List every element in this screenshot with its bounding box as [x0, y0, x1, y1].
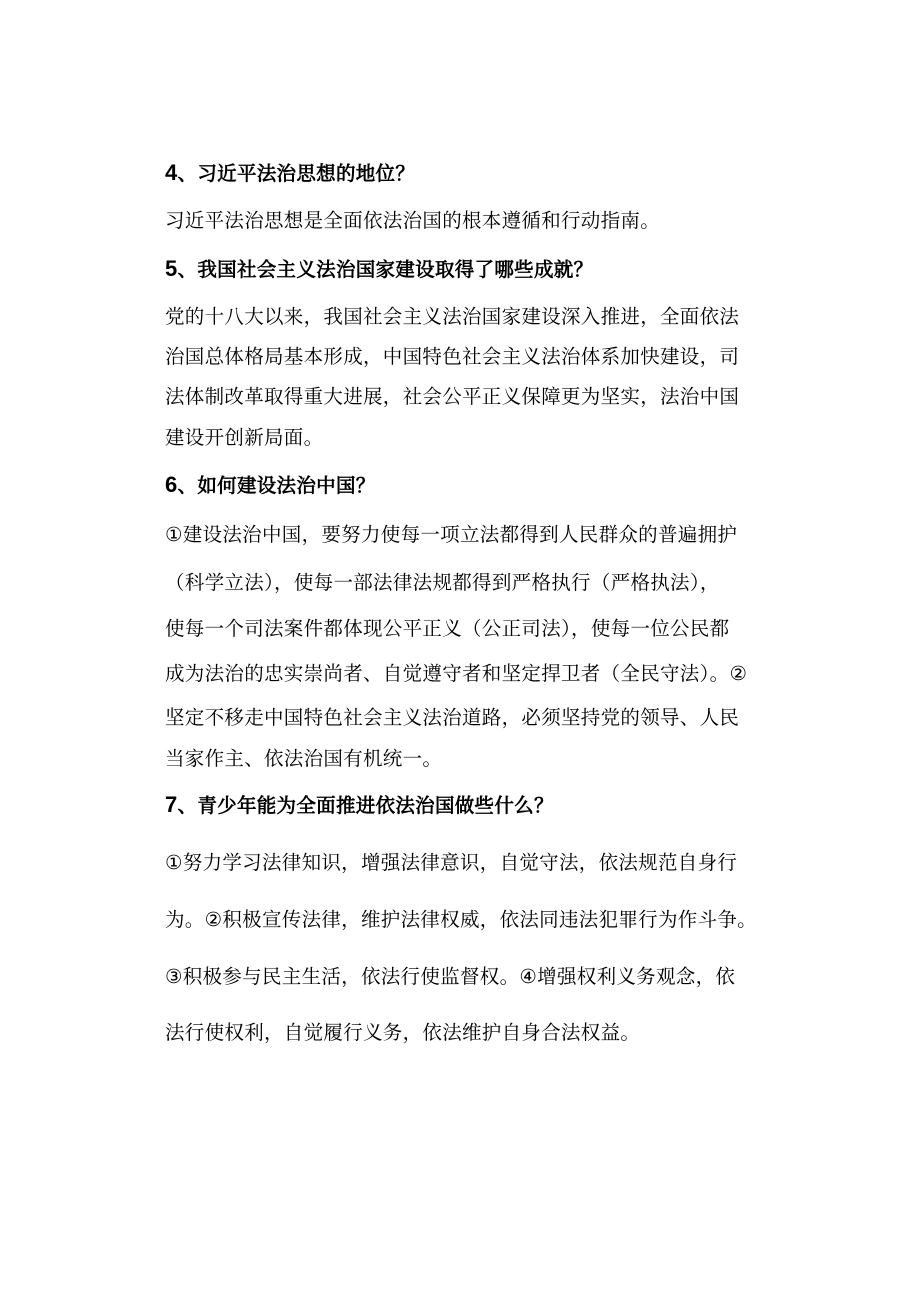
section-title: 、青少年能为全面推进依法治国做些什么？ — [177, 794, 554, 817]
section-title: 、如何建设法治中国？ — [177, 474, 376, 497]
paragraph-line: 当家作主、依法治国有机统一。 — [165, 747, 443, 770]
section-title: 、我国社会主义法治国家建设取得了哪些成就？ — [177, 258, 594, 281]
section-heading-5 — [165, 256, 593, 283]
section-number: 7 — [165, 792, 178, 817]
paragraph-line: ①建设法治中国，要努力使每一项立法都得到人民群众的普遍拥护 — [165, 523, 738, 546]
section-number: 5 — [165, 256, 178, 281]
paragraph-line: 法行使权利，自觉履行义务，依法维护自身合法权益。 — [165, 1021, 641, 1044]
paragraph-line: 成为法治的忠实崇尚者、自觉遵守者和坚定捍卫者（全民守法）。② — [165, 662, 748, 685]
section-heading-7 — [165, 792, 554, 819]
section-number: 6 — [165, 472, 178, 497]
paragraph-line: 习近平法治思想是全面依法治国的根本遵循和行动指南。 — [165, 209, 661, 232]
paragraph-line: 建设开创新局面。 — [165, 426, 324, 449]
section-number: 4 — [165, 160, 178, 185]
section-title: 、习近平法治思想的地位？ — [177, 162, 416, 185]
paragraph-line: 为。②积极宣传法律，维护法律权威，依法同违法犯罪行为作斗争。 — [165, 908, 757, 931]
paragraph-line: （科学立法），使每一部法律法规都得到严格执行（严格执法）， — [165, 571, 720, 594]
paragraph-line: 使每一个司法案件都体现公平正义（公正司法），使每一位公民都 — [165, 617, 730, 640]
paragraph-line: 坚定不移走中国特色社会主义法治道路，必须坚持党的领导、人民 — [165, 706, 740, 729]
paragraph-line: 法体制改革取得重大进展，社会公平正义保障更为坚实，法治中国 — [165, 385, 740, 408]
paragraph-line: ③积极参与民主生活，依法行使监督权。④增强权利义务观念，依 — [165, 965, 736, 988]
paragraph-line: 党的十八大以来，我国社会主义法治国家建设深入推进，全面依法 — [165, 305, 740, 328]
paragraph-line: ①努力学习法律知识，增强法律意识，自觉守法，依法规范自身行 — [165, 851, 738, 874]
section-heading-6 — [165, 472, 376, 499]
section-heading-4 — [165, 160, 415, 187]
paragraph-line: 治国总体格局基本形成，中国特色社会主义法治体系加快建设，司 — [165, 345, 740, 368]
